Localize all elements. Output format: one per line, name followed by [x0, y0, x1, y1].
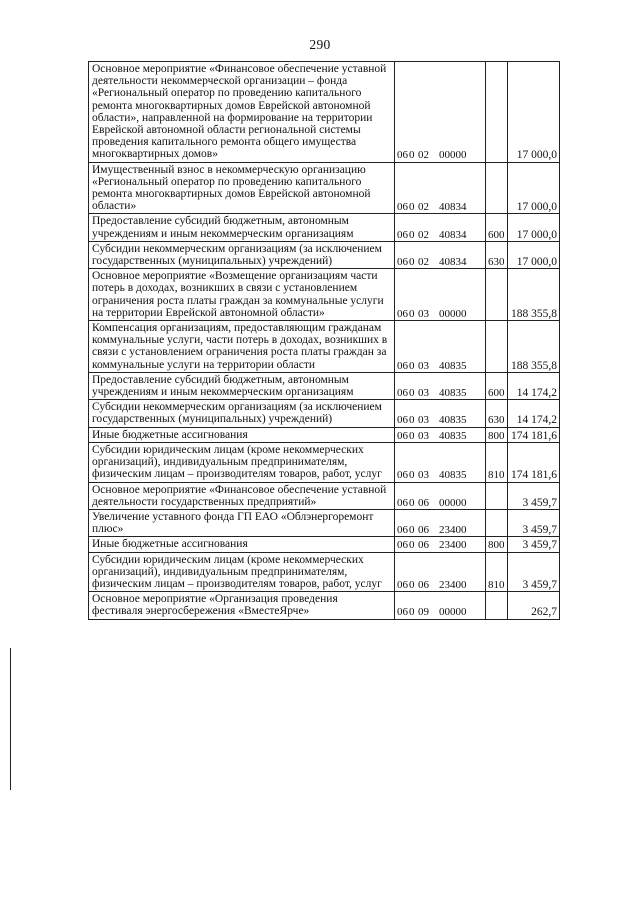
amount: 3 459,7	[508, 552, 560, 592]
direction-code: 00000	[439, 496, 467, 509]
program-code: 06	[397, 307, 408, 320]
subprogram-code: 0	[409, 606, 415, 619]
budget-table-body	[89, 62, 560, 620]
subprogram-code: 0	[409, 228, 415, 241]
amount: 14 174,2	[508, 400, 560, 427]
target-article-code	[395, 592, 486, 619]
amount: 3 459,7	[508, 537, 560, 552]
direction-code: 40835	[439, 387, 467, 400]
amount: 17 000,0	[508, 162, 560, 214]
subprogram-code: 0	[409, 387, 415, 400]
program-code: 06	[397, 606, 408, 619]
target-article-code	[395, 442, 486, 482]
direction-code: 40834	[439, 228, 467, 241]
target-article-code	[395, 509, 486, 536]
expense-name: Компенсация организациям, предоставляющим гражданам коммунальные услуги, части потерь в доходах, возникших в связи с установлением ограничения роста платы граждан за коммунальные услуги на территории области	[89, 321, 395, 373]
expense-name: Имущественный взнос в некоммерческую организацию «Региональный оператор по проведению капитального ремонта многоквартирных домов Еврейской автономной области»	[89, 162, 395, 214]
measure-code: 03	[418, 429, 429, 442]
measure-code: 02	[418, 201, 429, 214]
amount: 17 000,0	[508, 241, 560, 268]
program-code: 06	[397, 256, 408, 269]
table-row	[89, 62, 560, 163]
table-row	[89, 269, 560, 321]
table-row	[89, 442, 560, 482]
target-article-code	[395, 269, 486, 321]
program-code: 06	[397, 524, 408, 537]
expense-name: Субсидии некоммерческим организациям (за исключением государственных (муниципальных) учреждений)	[89, 241, 395, 268]
amount: 174 181,6	[508, 442, 560, 482]
program-code: 06	[397, 429, 408, 442]
measure-code: 09	[418, 606, 429, 619]
subprogram-code: 0	[409, 359, 415, 372]
page-number: 290	[309, 37, 331, 52]
measure-code: 03	[418, 414, 429, 427]
subprogram-code: 0	[409, 524, 415, 537]
expense-name: Основное мероприятие «Финансовое обеспечение уставной деятельности государственных предприятий»	[89, 482, 395, 509]
expense-type-code	[486, 592, 508, 619]
expense-name: Субсидии юридическим лицам (кроме некоммерческих организаций), индивидуальным предпринимателям, физическим лицам – производителям товаров, работ, услуг	[89, 442, 395, 482]
amount: 17 000,0	[508, 214, 560, 241]
expense-name: Предоставление субсидий бюджетным, автономным учреждениям и иным некоммерческим организациям	[89, 214, 395, 241]
target-article-code	[395, 62, 486, 163]
table-row	[89, 482, 560, 509]
expense-type-code	[486, 269, 508, 321]
target-article-code	[395, 537, 486, 552]
amount: 3 459,7	[508, 509, 560, 536]
expense-type-code: 800	[486, 537, 508, 552]
expense-name: Увеличение уставного фонда ГП ЕАО «Облэнергоремонт плюс»	[89, 509, 395, 536]
subprogram-code: 0	[409, 429, 415, 442]
measure-code: 03	[418, 307, 429, 320]
direction-code: 40835	[439, 414, 467, 427]
expense-name: Иные бюджетные ассигнования	[89, 427, 395, 442]
amount: 262,7	[508, 592, 560, 619]
table-row	[89, 552, 560, 592]
expense-type-code	[486, 321, 508, 373]
expense-type-code	[486, 509, 508, 536]
expense-name: Основное мероприятие «Организация проведения фестиваля энергосбережения «ВместеЯрче»	[89, 592, 395, 619]
expense-type-code: 600	[486, 214, 508, 241]
direction-code: 40835	[439, 359, 467, 372]
direction-code: 40835	[439, 429, 467, 442]
expense-name: Субсидии юридическим лицам (кроме некоммерческих организаций), индивидуальным предпринимателям, физическим лицам – производителям товаров, работ, услуг	[89, 552, 395, 592]
direction-code: 40834	[439, 256, 467, 269]
amount: 17 000,0	[508, 62, 560, 163]
expense-name: Основное мероприятие «Возмещение организациям части потерь в доходах, возникших в связи с установлением ограничения роста платы граждан за коммунальные услуги на территории Еврейской автономной области»	[89, 269, 395, 321]
table-row	[89, 162, 560, 214]
target-article-code	[395, 241, 486, 268]
program-code: 06	[397, 414, 408, 427]
table-row	[89, 241, 560, 268]
subprogram-code: 0	[409, 469, 415, 482]
expense-type-code: 630	[486, 241, 508, 268]
expense-type-code	[486, 482, 508, 509]
program-code: 06	[397, 578, 408, 591]
target-article-code	[395, 162, 486, 214]
direction-code: 23400	[439, 524, 467, 537]
target-article-code	[395, 482, 486, 509]
measure-code: 06	[418, 524, 429, 537]
table-row	[89, 400, 560, 427]
measure-code: 03	[418, 387, 429, 400]
program-code: 06	[397, 496, 408, 509]
expense-type-code: 810	[486, 552, 508, 592]
expense-type-code: 800	[486, 427, 508, 442]
budget-table	[88, 61, 560, 620]
measure-code: 02	[418, 228, 429, 241]
program-code: 06	[397, 201, 408, 214]
program-code: 06	[397, 228, 408, 241]
measure-code: 06	[418, 496, 429, 509]
expense-type-code: 810	[486, 442, 508, 482]
target-article-code	[395, 372, 486, 399]
amount: 3 459,7	[508, 482, 560, 509]
subprogram-code: 0	[409, 201, 415, 214]
amount: 174 181,6	[508, 427, 560, 442]
expense-name: Иные бюджетные ассигнования	[89, 537, 395, 552]
program-code: 06	[397, 149, 408, 162]
measure-code: 02	[418, 149, 429, 162]
amount: 14 174,2	[508, 372, 560, 399]
subprogram-code: 0	[409, 307, 415, 320]
direction-code: 23400	[439, 539, 467, 552]
subprogram-code: 0	[409, 578, 415, 591]
table-row	[89, 509, 560, 536]
measure-code: 03	[418, 469, 429, 482]
table-row	[89, 592, 560, 619]
subprogram-code: 0	[409, 539, 415, 552]
direction-code: 40834	[439, 201, 467, 214]
target-article-code	[395, 214, 486, 241]
target-article-code	[395, 427, 486, 442]
amount: 188 355,8	[508, 321, 560, 373]
subprogram-code: 0	[409, 149, 415, 162]
program-code: 06	[397, 539, 408, 552]
subprogram-code: 0	[409, 414, 415, 427]
amount: 188 355,8	[508, 269, 560, 321]
measure-code: 06	[418, 578, 429, 591]
program-code: 06	[397, 359, 408, 372]
table-row	[89, 427, 560, 442]
expense-name: Субсидии некоммерческим организациям (за исключением государственных (муниципальных) учреждений)	[89, 400, 395, 427]
subprogram-code: 0	[409, 256, 415, 269]
direction-code: 23400	[439, 578, 467, 591]
target-article-code	[395, 321, 486, 373]
expense-name: Основное мероприятие «Финансовое обеспечение уставной деятельности некоммерческой организации – фонда «Региональный оператор по проведению капитального ремонта многоквартирных домов Еврейской автономной области», направленной на формирование на территории Еврейской автономной области региональной системы проведения капитального ремонта общего имущества многоквартирных домов»	[89, 62, 395, 163]
measure-code: 03	[418, 359, 429, 372]
table-row	[89, 372, 560, 399]
direction-code: 40835	[439, 469, 467, 482]
measure-code: 02	[418, 256, 429, 269]
program-code: 06	[397, 469, 408, 482]
direction-code: 00000	[439, 149, 467, 162]
table-row	[89, 214, 560, 241]
expense-type-code: 600	[486, 372, 508, 399]
margin-mark-line	[10, 648, 11, 790]
direction-code: 00000	[439, 307, 467, 320]
target-article-code	[395, 400, 486, 427]
direction-code: 00000	[439, 606, 467, 619]
measure-code: 06	[418, 539, 429, 552]
expense-type-code	[486, 62, 508, 163]
expense-type-code: 630	[486, 400, 508, 427]
table-row	[89, 537, 560, 552]
expense-name: Предоставление субсидий бюджетным, автономным учреждениям и иным некоммерческим организациям	[89, 372, 395, 399]
table-row	[89, 321, 560, 373]
subprogram-code: 0	[409, 496, 415, 509]
expense-type-code	[486, 162, 508, 214]
target-article-code	[395, 552, 486, 592]
program-code: 06	[397, 387, 408, 400]
